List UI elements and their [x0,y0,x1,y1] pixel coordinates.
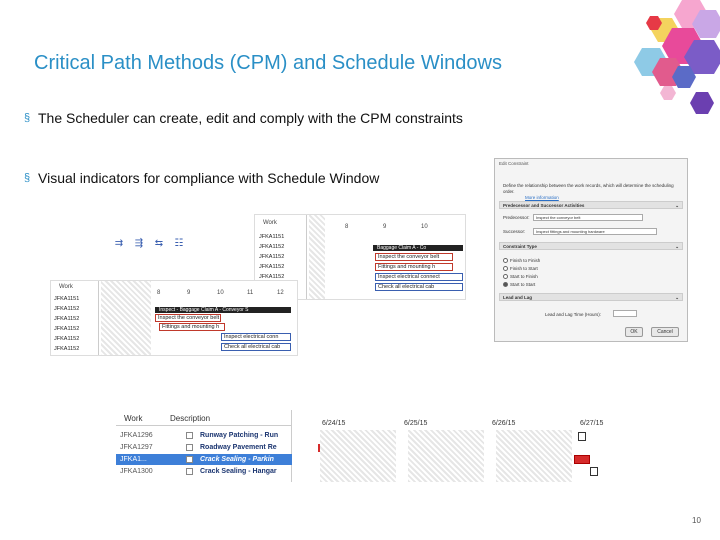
date-col: 9 [187,290,191,296]
predecessor-label: Predecessor: [503,215,530,220]
work-description: Roadway Pavement Re [200,444,277,451]
dialog-description: Define the relationship between the work records, which will determine the scheduling order. [503,183,674,194]
work-row[interactable]: JFKA1152 [259,264,285,270]
page-number: 10 [692,516,701,525]
task-bar[interactable]: Fittings and mounting h [375,263,453,271]
section-label: Constraint Type [503,244,537,249]
bullet-cpm [24,108,484,129]
summary-bar[interactable]: Inspect - Baggage Claim A - Conveyor S [155,307,291,313]
work-column-header: Work [124,414,143,423]
collapse-icon[interactable]: ⌄ [675,295,679,300]
window-marker [318,444,320,452]
gantt-screenshot-bottom [116,410,614,482]
work-id: JFKA1300 [120,468,153,475]
date-col: 8 [157,290,161,296]
task-bar[interactable]: Check all electrical cab [375,283,463,291]
work-description: Crack Sealing - Hangar [200,468,277,475]
lag-input[interactable] [613,310,637,317]
work-column-header: Work [59,284,73,290]
work-row[interactable]: JFKA1152 [259,274,285,280]
task-bar[interactable] [590,467,598,476]
bullet-marker: § [24,112,31,124]
radio-icon[interactable] [503,258,508,263]
task-bar[interactable]: Inspect the conveyor belt [155,314,221,322]
radio-start-to-finish[interactable] [503,274,538,279]
work-column [51,281,99,356]
radio-label: Start to Finish [510,274,538,279]
dialog-title: Edit Constraint [499,161,529,166]
date-col: 11 [247,290,254,296]
work-description: Crack Sealing - Parkin [200,456,274,463]
work-list [116,410,292,482]
hexagon-decoration-icon [620,0,720,120]
row-checkbox[interactable] [186,468,193,475]
table-row[interactable] [116,466,292,477]
date-header: 6/26/15 [492,420,516,427]
task-bar[interactable]: Inspect electrical connect [375,273,463,281]
work-id: JFKA1... [120,456,147,463]
nonworking-hatch [496,430,572,482]
work-row[interactable]: JFKA1152 [54,346,80,352]
work-column-header: Work [263,220,277,226]
table-row[interactable] [116,430,292,441]
table-row-selected[interactable] [116,454,292,465]
radio-label: Finish to Finish [510,258,541,263]
work-row[interactable]: JFKA1151 [259,234,285,240]
date-header: 6/27/15 [580,420,604,427]
section-constraint-type[interactable] [499,242,683,250]
ok-button[interactable]: OK [625,327,643,337]
date-header: 6/24/15 [322,420,346,427]
lag-label: Lead and Lag Time (Hours): [545,312,602,317]
task-bar[interactable]: Check all electrical cab [221,343,291,351]
radio-icon[interactable] [503,266,508,271]
work-row[interactable]: JFKA1152 [259,254,285,260]
work-row[interactable]: JFKA1152 [54,306,80,312]
table-row[interactable] [116,442,292,453]
gantt-timeline [316,410,614,482]
radio-finish-to-start[interactable] [503,266,538,271]
slide-title: Critical Path Methods (CPM) and Schedule Windows [34,52,502,74]
radio-finish-to-finish[interactable] [503,258,540,263]
section-predecessor[interactable] [499,201,683,209]
successor-label: Successor: [503,229,526,234]
task-bar[interactable]: Inspect electrical conn [221,333,291,341]
constraint-icon[interactable]: ☷ [174,238,184,249]
bullet-marker: § [24,172,31,184]
row-checkbox[interactable] [186,432,193,439]
section-label: Lead and Lag [503,295,533,300]
link-predecessor-icon[interactable]: ⇉ [114,238,124,249]
work-row[interactable]: JFKA1152 [54,326,80,332]
radio-selected-icon[interactable] [503,282,508,287]
work-id: JFKA1297 [120,444,153,451]
bullet-text: Visual indicators for compliance with Schedule Window [38,170,380,186]
date-col: 10 [217,290,224,296]
section-lead-lag[interactable] [499,293,683,301]
nonworking-hatch [320,430,396,482]
radio-label: Finish to Start [510,266,538,271]
date-header: 6/25/15 [404,420,428,427]
collapse-icon[interactable]: ⌄ [675,244,679,249]
work-row[interactable]: JFKA1152 [54,316,80,322]
edit-constraint-dialog [494,158,688,342]
more-information-link[interactable]: More information [525,195,559,200]
work-row[interactable]: JFKA1151 [54,296,80,302]
nonworking-hatch [101,281,151,356]
successor-field[interactable]: Inspect fittings and mounting hardware [533,228,657,235]
section-label: Predecessor and Successor Activities [503,203,585,208]
date-col: 12 [277,290,284,296]
constraint-toolbar [112,238,194,252]
description-column-header: Description [170,414,211,423]
bullet-text: The Scheduler can create, edit and comply with the CPM constraints [38,110,463,126]
task-bar[interactable]: Fittings and mounting h [159,323,225,331]
cancel-button[interactable]: Cancel [651,327,679,337]
link-successor-icon[interactable]: ⇶ [134,238,144,249]
radio-start-to-start[interactable] [503,282,535,287]
unlink-icon[interactable]: ⇆ [154,238,164,249]
nonworking-hatch [309,215,325,300]
task-bar[interactable]: Inspect the conveyor belt [375,253,453,261]
row-checkbox[interactable] [186,444,193,451]
work-row[interactable]: JFKA1152 [259,244,285,250]
gantt-screenshot-left [50,280,298,356]
violation-task-bar[interactable] [574,455,590,464]
gantt-bars [151,281,297,356]
list-header [116,410,292,426]
radio-label: Start to Start [510,282,536,287]
work-description: Runway Patching - Run [200,432,279,439]
bullet-schedule-window [24,168,494,189]
gantt-bars [325,215,465,300]
date-col: 9 [383,224,387,230]
work-row[interactable]: JFKA1152 [54,336,80,342]
date-col: 10 [421,224,428,230]
nonworking-hatch [408,430,484,482]
task-bar[interactable] [578,432,586,441]
collapse-icon[interactable]: ⌄ [675,203,679,208]
radio-icon[interactable] [503,274,508,279]
date-col: 8 [345,224,349,230]
summary-bar[interactable]: Baggage Claim A - Co [373,245,463,251]
row-checkbox[interactable] [186,456,193,463]
work-id: JFKA1296 [120,432,153,439]
predecessor-field[interactable]: Inspect the conveyor belt [533,214,643,221]
